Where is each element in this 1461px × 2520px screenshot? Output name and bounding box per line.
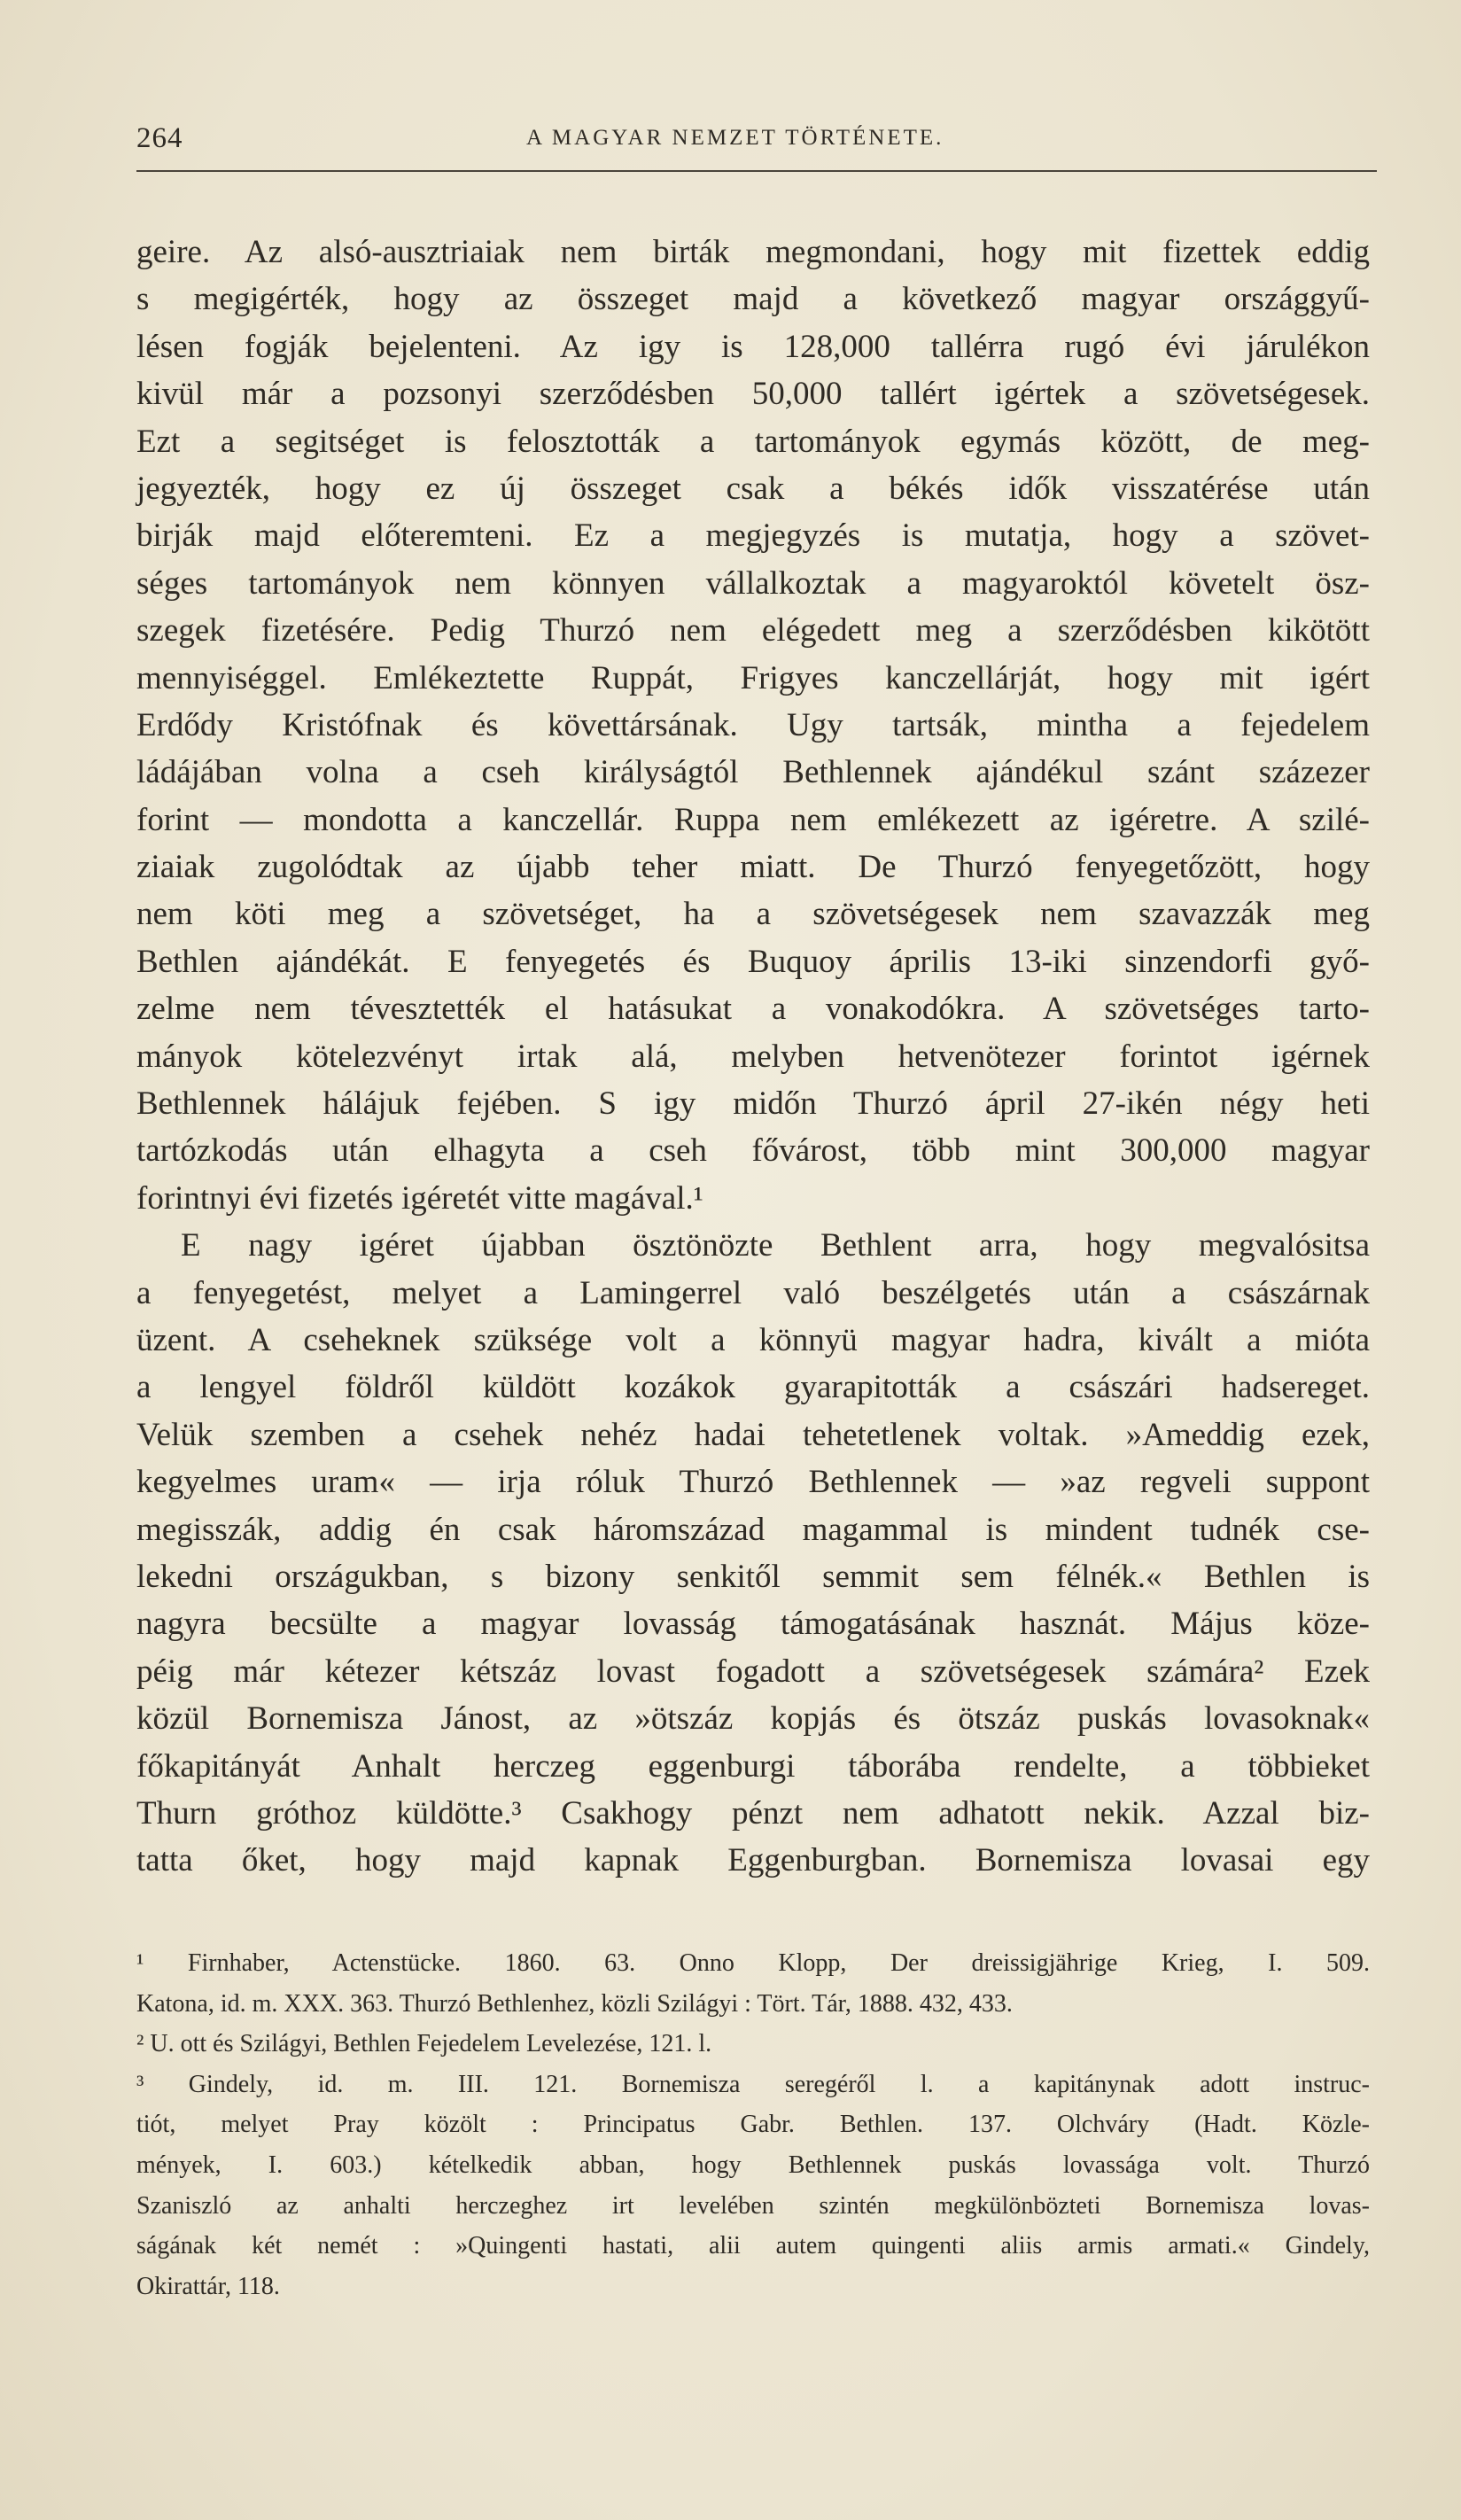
body-line: s megigérték, hogy az összeget majd a következő magyar országgyű- <box>136 281 1370 318</box>
body-line: szegek fizetésére. Pedig Thurzó nem elégedett meg a szerződésben kikötött <box>136 612 1370 649</box>
footnote-line: ságának két nemét : »Quingenti hastati, alii autem quingenti aliis armis armati.« Gindely, <box>136 2232 1370 2260</box>
body-line: forint — mondotta a kanczellár. Ruppa nem emlékezett az igéretre. A szilé- <box>136 801 1370 838</box>
body-line: kegyelmes uram« — irja róluk Thurzó Bethlennek — »az regveli suppont <box>136 1464 1370 1501</box>
footnote-line: ² U. ott és Szilágyi, Bethlen Fejedelem Levelezése, 121. l. <box>136 2030 712 2058</box>
body-line: zelme nem tévesztették el hatásukat a vonakodókra. A szövetséges tarto- <box>136 991 1370 1028</box>
footnotes <box>136 1943 1370 2306</box>
footnote-line: Okirattár, 118. <box>136 2272 280 2300</box>
body-line: E nagy igéret újabban ösztönözte Bethlent arra, hogy megvalósitsa <box>181 1227 1370 1264</box>
body-line: a lengyel földről küldött kozákok gyarapitották a császári hadsereget. <box>136 1369 1370 1406</box>
body-line: tartózkodás után elhagyta a cseh fővárost, több mint 300,000 magyar <box>136 1132 1370 1170</box>
body-line: mányok kötelezvényt irtak alá, melyben hetvenötezer forintot igérnek <box>136 1038 1370 1075</box>
body-line: forintnyi évi fizetés igéretét vitte magával.¹ <box>136 1179 703 1217</box>
body-line: a fenyegetést, melyet a Lamingerrel való beszélgetés után a császárnak <box>136 1274 1370 1311</box>
page-header <box>136 122 1377 158</box>
body-line: lekedni országukban, s bizony senkitől semmit sem félnék.« Bethlen is <box>136 1558 1370 1595</box>
body-line: péig már kétezer kétszáz lovast fogadott a szövetségesek számára² Ezek <box>136 1653 1370 1690</box>
footnote-line: ³ Gindely, id. m. III. 121. Bornemisza seregéről l. a kapitánynak adott instruc- <box>136 2070 1370 2098</box>
body-line: Bethlennek hálájuk fejében. S igy midőn Thurzó ápril 27-ikén négy heti <box>136 1085 1370 1123</box>
body-line: séges tartományok nem könnyen vállalkoztak a magyaroktól követelt ösz- <box>136 564 1370 602</box>
running-title: A MAGYAR NEMZET TÖRTÉNETE. <box>526 126 944 150</box>
footnote-line: tiót, melyet Pray közölt : Principatus Gabr. Bethlen. 137. Olchváry (Hadt. Közle- <box>136 2111 1370 2139</box>
body-line: birják majd előteremteni. Ez a megjegyzés is mutatja, hogy a szövet- <box>136 517 1370 555</box>
body-line: tatta őket, hogy majd kapnak Eggenburgban. Bornemisza lovasai egy <box>136 1842 1370 1879</box>
body-line: lésen fogják bejelenteni. Az igy is 128,000 tallérra rugó évi járulékon <box>136 328 1370 365</box>
body-line: Ezt a segitséget is felosztották a tartományok egymás között, de meg- <box>136 423 1370 460</box>
body-text <box>136 229 1370 1885</box>
body-line: üzent. A cseheknek szüksége volt a könnyü magyar hadra, kivált a mióta <box>136 1321 1370 1358</box>
body-line: ládájában volna a cseh királyságtól Bethlennek ajándékul szánt százezer <box>136 754 1370 791</box>
body-line: ziaiak zugolódtak az újabb teher miatt. De Thurzó fenyegetőzött, hogy <box>136 849 1370 886</box>
body-line: kivül már a pozsonyi szerződésben 50,000 tallért igértek a szövetségesek. <box>136 376 1370 413</box>
header-rule <box>136 170 1377 172</box>
body-line: jegyezték, hogy ez új összeget csak a békés idők visszatérése után <box>136 470 1370 507</box>
body-line: nagyra becsülte a magyar lovasság támogatásának hasznát. Május köze- <box>136 1606 1370 1643</box>
footnote-line: Szaniszló az anhalti herczeghez irt levelében szintén megkülönbözteti Bornemisza lovas- <box>136 2191 1370 2220</box>
page-number: 264 <box>136 122 183 154</box>
footnote-line: Katona, id. m. XXX. 363. Thurzó Bethlenhez, közli Szilágyi : Tört. Tár, 1888. 432, 433. <box>136 1989 1013 2018</box>
body-line: közül Bornemisza Jánost, az »ötszáz kopjás és ötszáz puskás lovasoknak« <box>136 1700 1370 1738</box>
body-line: megisszák, addig én csak háromszázad magammal is mindent tudnék cse- <box>136 1511 1370 1548</box>
body-line: Velük szemben a csehek nehéz hadai tehetetlenek voltak. »Ameddig ezek, <box>136 1416 1370 1453</box>
body-line: nem köti meg a szövetséget, ha a szövetségesek nem szavazzák meg <box>136 896 1370 933</box>
body-line: Thurn gróthoz küldötte.³ Csakhogy pénzt nem adhatott nekik. Azzal biz- <box>136 1794 1370 1832</box>
footnote-line: ¹ Firnhaber, Actenstücke. 1860. 63. Onno Klopp, Der dreissigjährige Krieg, I. 509. <box>136 1949 1370 1977</box>
footnote-line: mények, I. 603.) kételkedik abban, hogy Bethlennek puskás lovassága volt. Thurzó <box>136 2151 1370 2179</box>
body-line: főkapitányát Anhalt herczeg eggenburgi táborába rendelte, a többieket <box>136 1747 1370 1785</box>
body-line: Bethlen ajándékát. E fenyegetés és Buquoy április 13-iki sinzendorfi győ- <box>136 943 1370 980</box>
body-line: mennyiséggel. Emlékeztette Ruppát, Frigyes kanczellárját, hogy mit igért <box>136 659 1370 696</box>
body-line: Erdődy Kristófnak és követtársának. Ugy tartsák, mintha a fejedelem <box>136 706 1370 743</box>
body-line: geire. Az alsó-ausztriaiak nem birták megmondani, hogy mit fizettek eddig <box>136 234 1370 270</box>
